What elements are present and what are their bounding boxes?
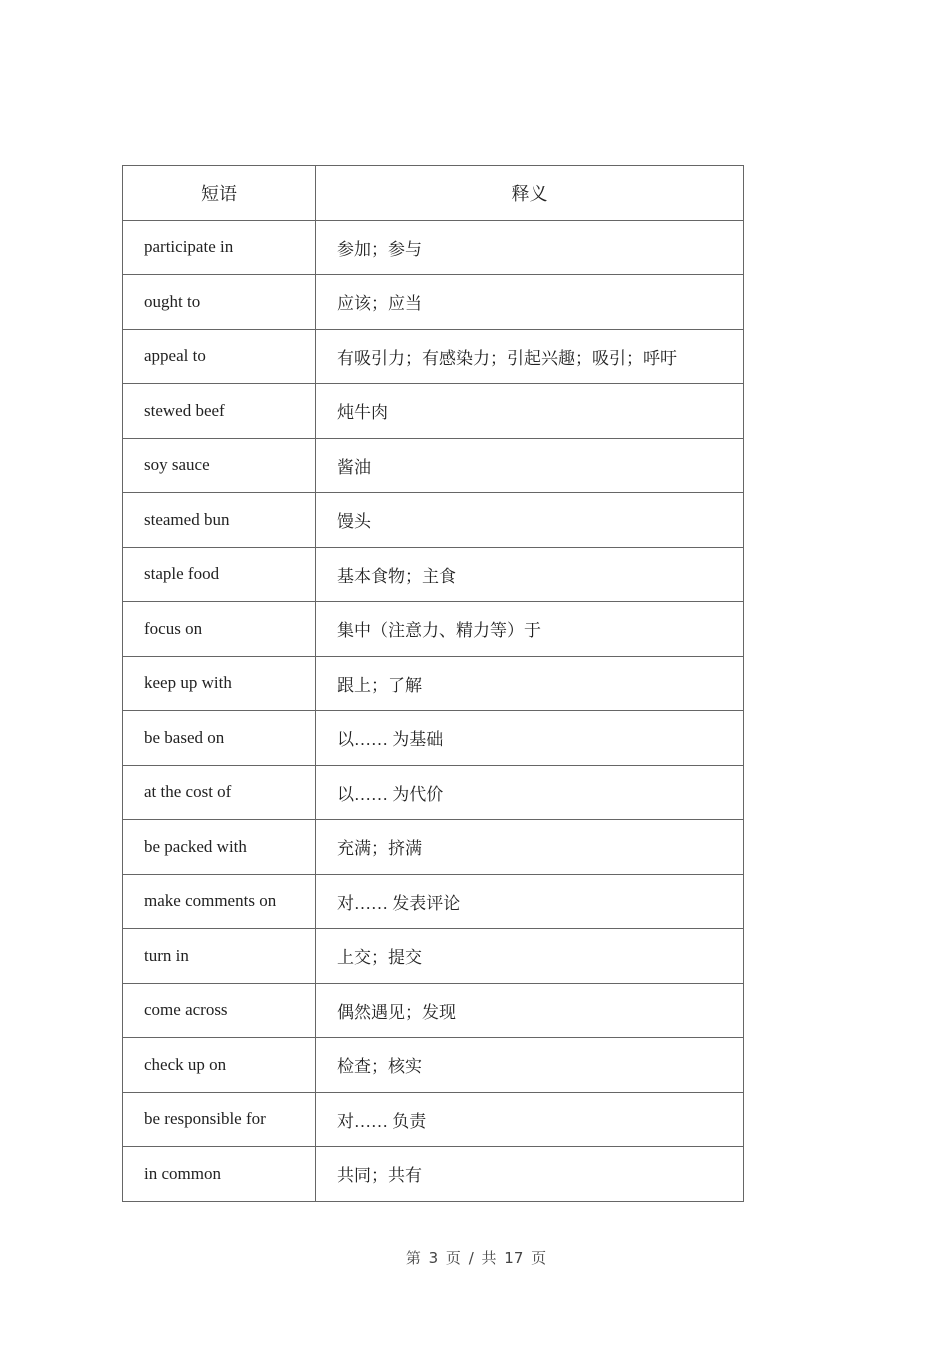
meaning-cell: 酱油 <box>316 438 744 493</box>
phrase-cell: soy sauce <box>123 438 316 493</box>
phrase-cell: be based on <box>123 711 316 766</box>
table-row <box>123 602 744 657</box>
table-row <box>123 384 744 439</box>
table-row <box>123 220 744 275</box>
meaning-cell: 检查；核实 <box>316 1038 744 1093</box>
table-row <box>123 1038 744 1093</box>
phrase-cell: stewed beef <box>123 384 316 439</box>
phrase-cell: ought to <box>123 275 316 330</box>
phrase-cell: make comments on <box>123 874 316 929</box>
meaning-cell: 偶然遇见；发现 <box>316 983 744 1038</box>
phrase-table <box>122 165 744 1202</box>
meaning-cell: 炖牛肉 <box>316 384 744 439</box>
phrase-cell: in common <box>123 1147 316 1202</box>
phrase-cell: come across <box>123 983 316 1038</box>
meaning-cell: 应该；应当 <box>316 275 744 330</box>
table-row <box>123 329 744 384</box>
phrase-cell: check up on <box>123 1038 316 1093</box>
meaning-cell: 对…… 发表评论 <box>316 874 744 929</box>
header-meaning: 释义 <box>316 166 744 221</box>
table-row <box>123 493 744 548</box>
meaning-cell: 以…… 为代价 <box>316 765 744 820</box>
table-row <box>123 765 744 820</box>
phrase-cell: at the cost of <box>123 765 316 820</box>
table-row <box>123 1092 744 1147</box>
table-header-row <box>123 166 744 221</box>
page-footer: 第 3 页 / 共 17 页 <box>405 1249 547 1267</box>
phrase-cell: be packed with <box>123 820 316 875</box>
phrase-cell: keep up with <box>123 656 316 711</box>
table-row <box>123 438 744 493</box>
table-row <box>123 656 744 711</box>
phrase-cell: appeal to <box>123 329 316 384</box>
meaning-cell: 基本食物；主食 <box>316 547 744 602</box>
table-row <box>123 983 744 1038</box>
phrase-cell: focus on <box>123 602 316 657</box>
table-row <box>123 711 744 766</box>
meaning-cell: 以…… 为基础 <box>316 711 744 766</box>
table-row <box>123 874 744 929</box>
table-row <box>123 1147 744 1202</box>
meaning-cell: 对…… 负责 <box>316 1092 744 1147</box>
meaning-cell: 馒头 <box>316 493 744 548</box>
meaning-cell: 集中（注意力、精力等）于 <box>316 602 744 657</box>
meaning-cell: 跟上；了解 <box>316 656 744 711</box>
meaning-cell: 充满；挤满 <box>316 820 744 875</box>
meaning-cell: 有吸引力；有感染力；引起兴趣；吸引；呼吁 <box>316 329 744 384</box>
phrase-cell: staple food <box>123 547 316 602</box>
meaning-cell: 共同；共有 <box>316 1147 744 1202</box>
table-row <box>123 275 744 330</box>
table-row <box>123 820 744 875</box>
meaning-cell: 上交；提交 <box>316 929 744 984</box>
phrase-cell: participate in <box>123 220 316 275</box>
table-row <box>123 929 744 984</box>
header-phrase: 短语 <box>123 166 316 221</box>
phrase-cell: turn in <box>123 929 316 984</box>
table-row <box>123 547 744 602</box>
phrase-cell: be responsible for <box>123 1092 316 1147</box>
phrase-cell: steamed bun <box>123 493 316 548</box>
meaning-cell: 参加；参与 <box>316 220 744 275</box>
